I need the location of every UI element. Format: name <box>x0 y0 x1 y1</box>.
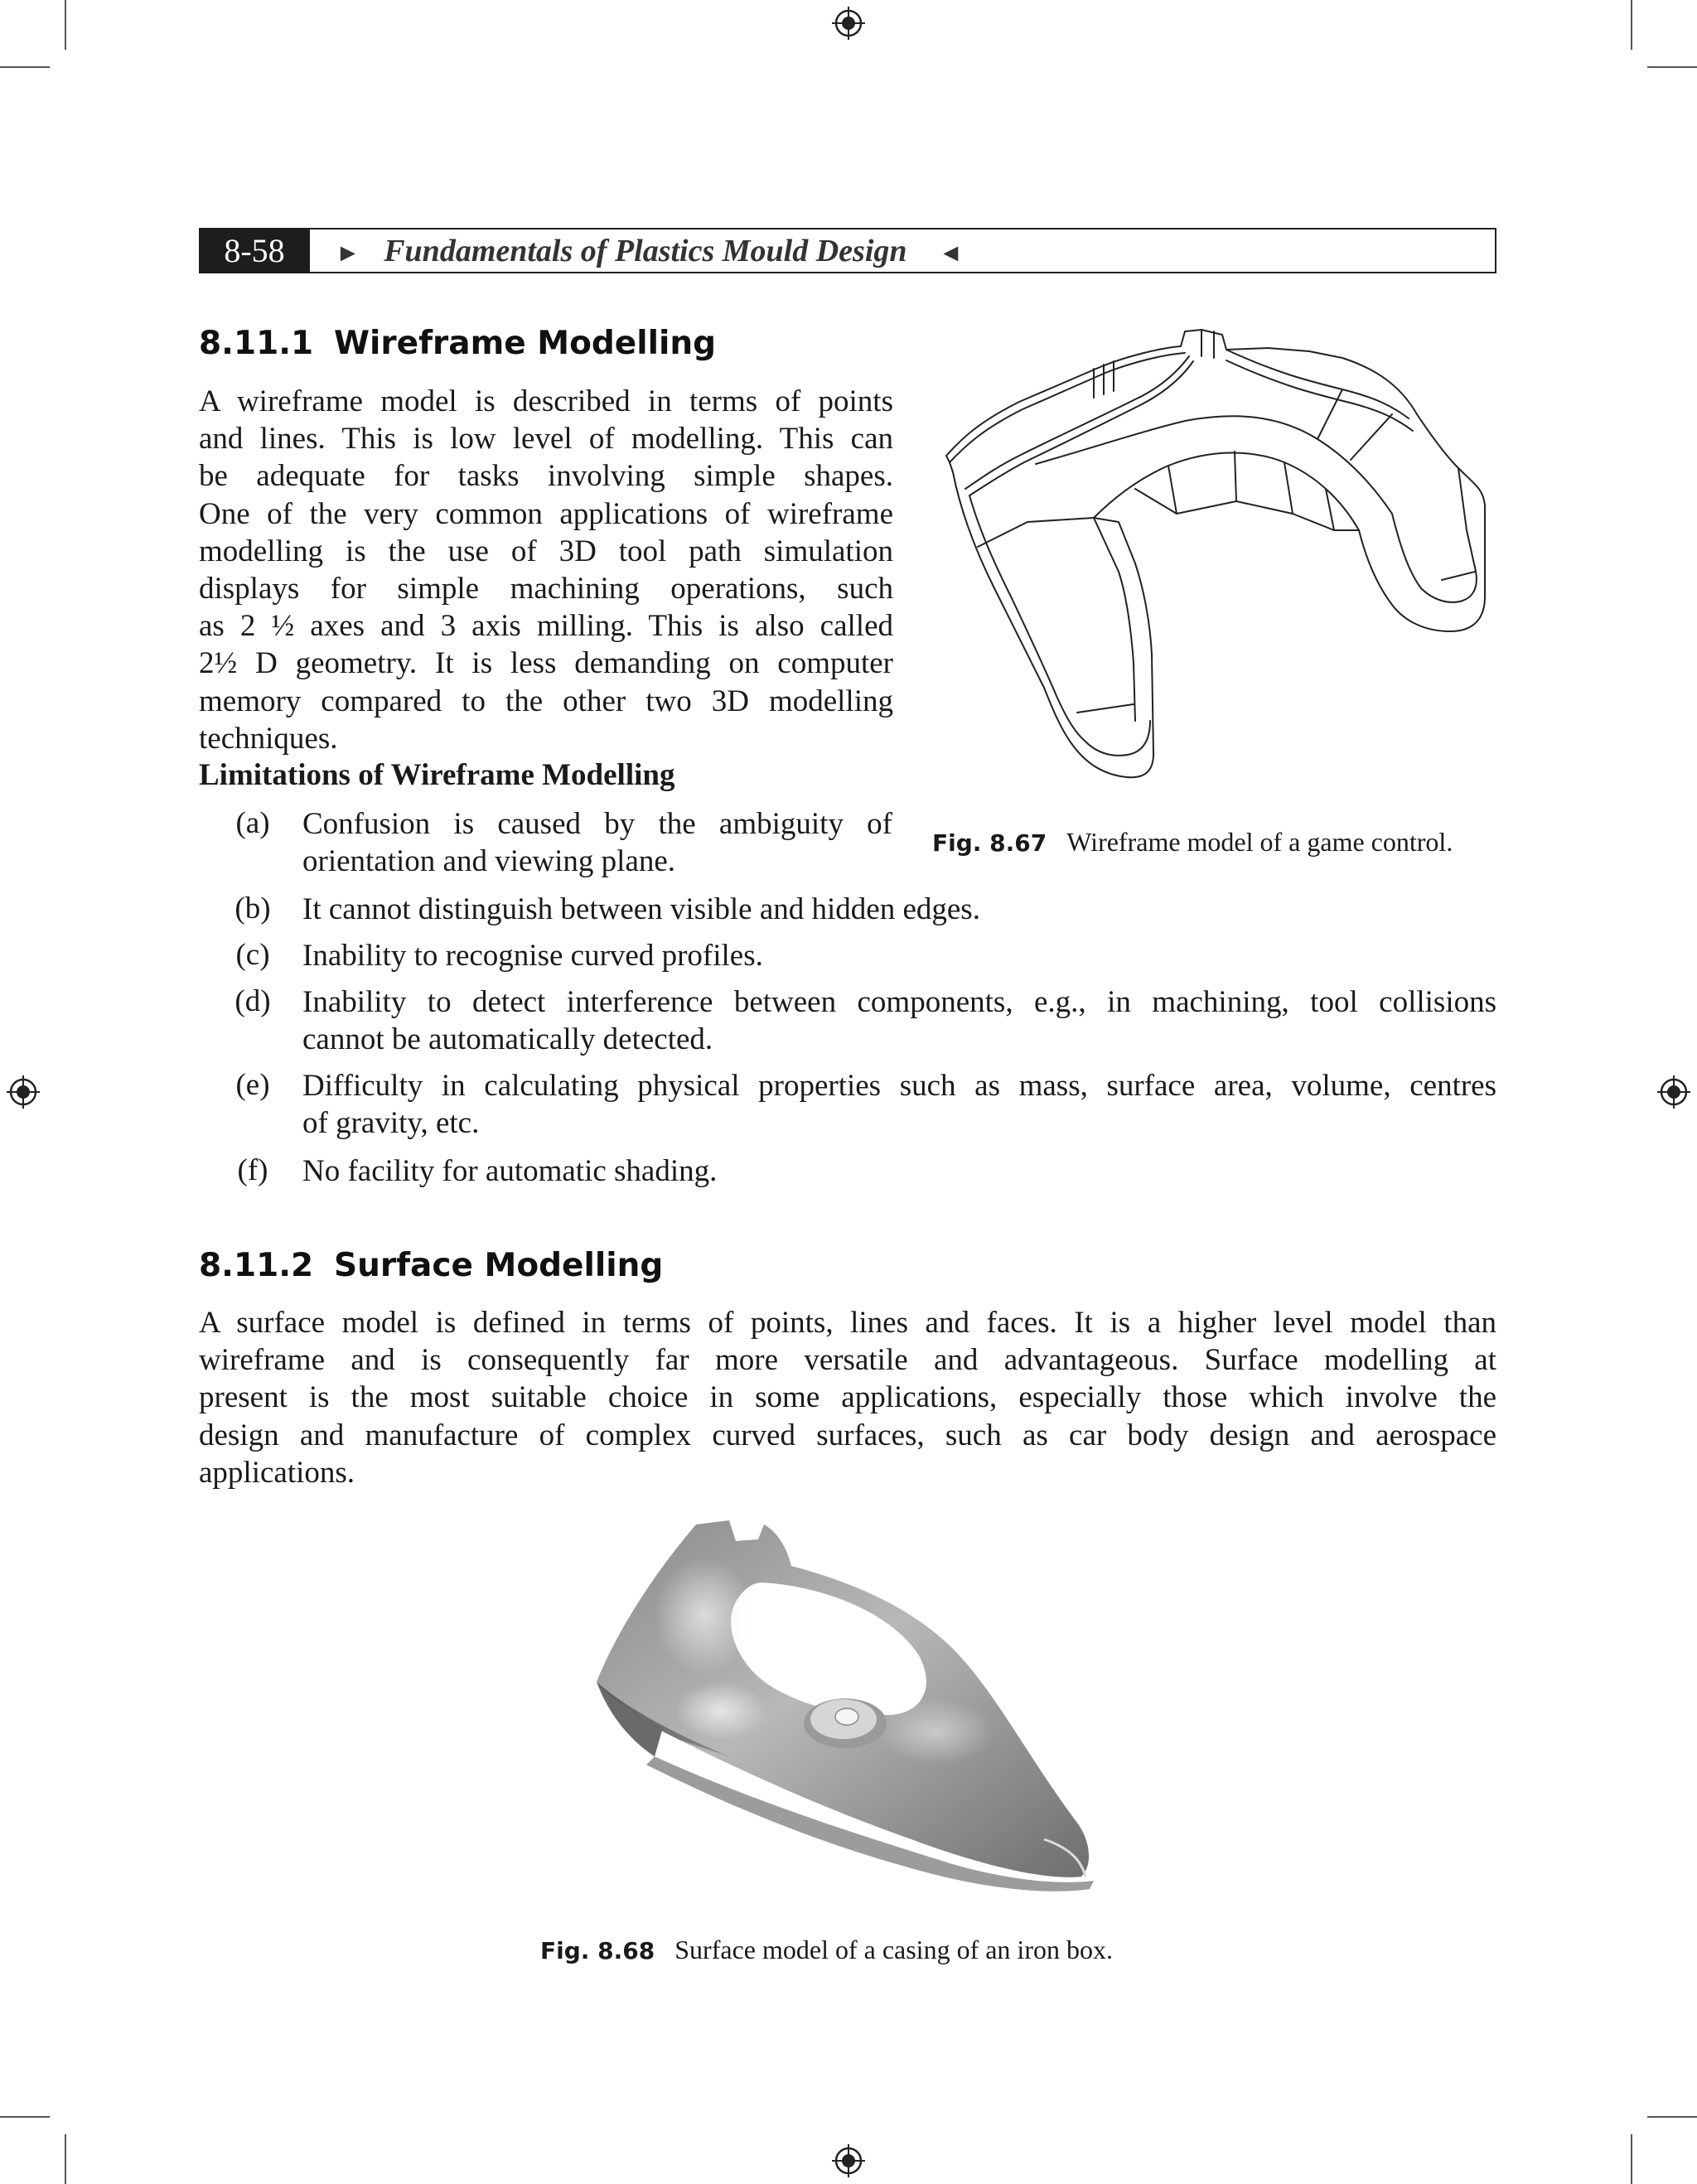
list-item-text: No facility for automatic shading. <box>302 1154 718 1188</box>
iron-casing-surface-model-figure <box>580 1516 1143 1914</box>
paragraph-line: One of the very common applications of wireframe <box>199 496 893 531</box>
list-item-label: (a) <box>235 806 270 840</box>
page-number: 8-58 <box>199 228 310 273</box>
list-item-label: (e) <box>235 1068 270 1102</box>
section-heading <box>199 325 716 362</box>
crop-mark <box>1631 0 1632 50</box>
wireframe-game-control-figure <box>928 323 1508 812</box>
figure-caption-text: Wireframe model of a game control. <box>1066 827 1453 857</box>
paragraph-line: present is the most suitable choice in some applications, especially those which involve the <box>199 1380 1496 1415</box>
paragraph-line: as 2 ½ axes and 3 axis milling. This is also called <box>199 609 893 644</box>
limitations-heading: Limitations of Wireframe Modelling <box>199 758 675 792</box>
book-title: Fundamentals of Plastics Mould Design <box>384 234 907 268</box>
left-arrow-icon: ◄ <box>938 239 964 267</box>
paragraph-line: design and manufacture of complex curved surfaces, such as car body design and aerospace <box>199 1418 1496 1452</box>
list-item-label: (c) <box>235 938 270 972</box>
registration-mark-icon <box>830 5 867 41</box>
section-title: Wireframe Modelling <box>334 325 717 362</box>
list-item-text: Difficulty in calculating physical properties such as mass, surface area, volume, centres <box>302 1069 1496 1103</box>
crop-mark <box>1631 2134 1632 2184</box>
crop-mark <box>1647 66 1697 68</box>
list-item-text: Confusion is caused by the ambiguity of <box>302 807 892 841</box>
section-heading <box>199 1247 663 1284</box>
section-number: 8.11.2 <box>199 1247 314 1284</box>
paragraph-line: 2½ D geometry. It is less demanding on computer <box>199 646 893 681</box>
figure-label: Fig. 8.67 <box>932 829 1047 857</box>
right-arrow-icon: ► <box>336 239 360 267</box>
figure-caption <box>932 827 1453 858</box>
crop-mark <box>65 2134 66 2184</box>
paragraph-line: wireframe and is consequently far more versatile and advantageous. Surface modelling at <box>199 1343 1496 1378</box>
crop-mark <box>1647 2116 1697 2118</box>
running-header-title <box>336 228 963 273</box>
figure-caption-text: Surface model of a casing of an iron box. <box>674 1935 1113 1964</box>
list-item-text: Inability to detect interference between components, e.g., in machining, tool collisions <box>302 985 1496 1019</box>
list-item-label: (b) <box>234 891 271 925</box>
list-item-text: of gravity, etc. <box>302 1106 480 1140</box>
paragraph-line: displays for simple machining operations, such <box>199 572 893 606</box>
section-title: Surface Modelling <box>334 1247 664 1284</box>
paragraph-line: memory compared to the other two 3D modelling <box>199 684 893 718</box>
paragraph-line: A wireframe model is described in terms of points <box>199 384 893 418</box>
paragraph-line: and lines. This is low level of modelling. This can <box>199 422 893 457</box>
paragraph-line: modelling is the use of 3D tool path simulation <box>199 534 893 568</box>
crop-mark <box>65 0 66 50</box>
list-item-label: (f) <box>237 1153 268 1187</box>
crop-mark <box>0 2116 50 2118</box>
figure-caption <box>540 1935 1113 1965</box>
crop-mark <box>0 66 50 68</box>
registration-mark-icon <box>830 2143 867 2179</box>
list-item-label: (d) <box>234 984 271 1018</box>
registration-mark-icon <box>5 1074 41 1110</box>
list-item-text: orientation and viewing plane. <box>302 844 676 878</box>
wireframe-paragraph <box>199 383 893 757</box>
paragraph-line: A surface model is defined in terms of points, lines and faces. It is a higher level model than <box>199 1306 1496 1340</box>
list-item-text: It cannot distinguish between visible and hidden edges. <box>302 892 980 926</box>
list-item-text: Inability to recognise curved profiles. <box>302 939 763 973</box>
paragraph-line: be adequate for tasks involving simple shapes. <box>199 459 893 494</box>
section-number: 8.11.1 <box>199 325 314 362</box>
surface-paragraph <box>199 1304 1496 1491</box>
list-item-text: cannot be automatically detected. <box>302 1022 713 1056</box>
paragraph-line: techniques. <box>199 721 338 756</box>
figure-label: Fig. 8.68 <box>540 1937 655 1964</box>
registration-mark-icon <box>1656 1074 1692 1110</box>
paragraph-line: applications. <box>199 1455 355 1490</box>
